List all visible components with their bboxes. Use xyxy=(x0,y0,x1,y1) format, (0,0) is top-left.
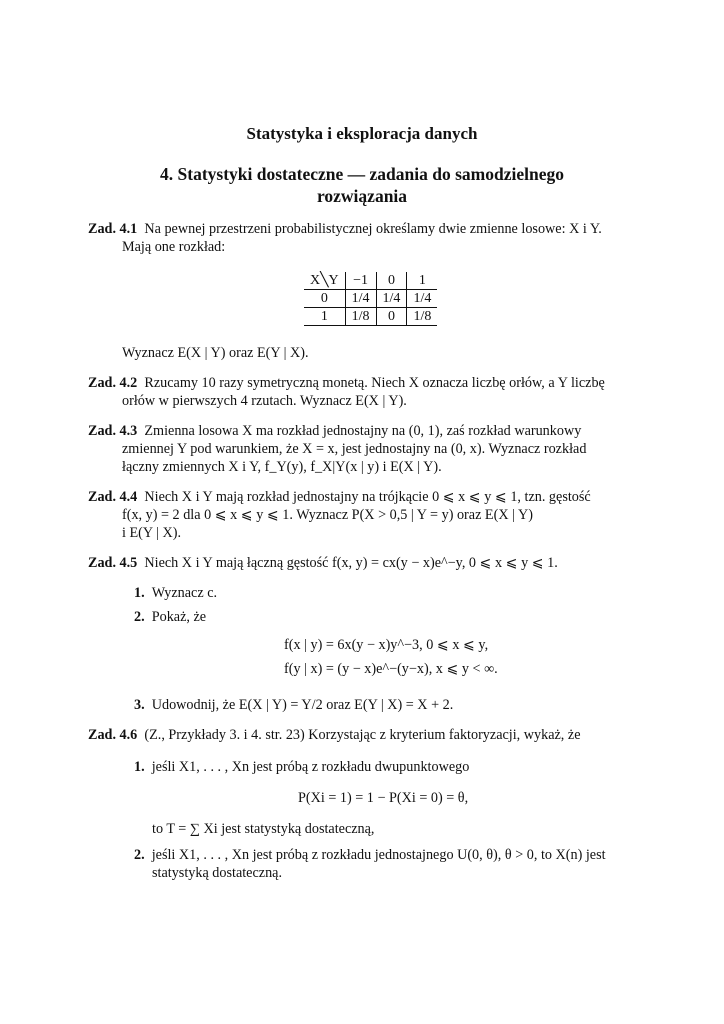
exercise-4-1-line1 xyxy=(88,220,602,238)
exercise-4-1-task: Wyznacz E(X | Y) oraz E(Y | X). xyxy=(122,345,309,361)
item-text: Wyznacz c. xyxy=(151,585,218,601)
exercise-4-2-line2: orłów w pierwszych 4 rzutach. Wyznacz E(X | Y). xyxy=(122,393,407,409)
exercise-4-2-label: Zad. 4.2 xyxy=(88,375,138,391)
exercise-4-4-line3: i E(Y | X). xyxy=(122,525,182,541)
table-header-row xyxy=(304,272,437,290)
exercise-4-6-item2 xyxy=(134,846,606,864)
exercise-4-5-item3 xyxy=(134,696,453,714)
item-text: jeśli X1, . . . , Xn jest próbą z rozkładu dwupunktowego xyxy=(151,759,470,775)
equation-conditional-y: f(y | x) = (y − x)e^−(y−x), x ⩽ y < ∞. xyxy=(284,661,498,677)
table-cell: 1/8 xyxy=(345,308,376,326)
exercise-4-4-line2: f(x, y) = 2 dla 0 ⩽ x ⩽ y ⩽ 1. Wyznacz P(X > 0,5 | Y = y) oraz E(X | Y) xyxy=(122,507,533,523)
item-number: 2. xyxy=(134,609,145,625)
exercise-4-4-text-1: Niech X i Y mają rozkład jednostajny na trójkącie 0 ⩽ x ⩽ y ⩽ 1, tzn. gęstość xyxy=(144,489,591,505)
item-number: 2. xyxy=(134,847,145,863)
section-title-line1: 4. Statystyki dostateczne — zadania do samodzielnego xyxy=(160,164,564,184)
exercise-4-3-line2: zmiennej Y pod warunkiem, że X = x, jest jednostajny na (0, x). Wyznacz rozkład xyxy=(122,441,587,457)
table-col-header: −1 xyxy=(345,272,376,290)
exercise-4-5-text-1: Niech X i Y mają łączną gęstość f(x, y) = cx(y − x)e^−y, 0 ⩽ x ⩽ y ⩽ 1. xyxy=(144,555,558,571)
item-number: 1. xyxy=(134,759,145,775)
exercise-4-6-text-1: (Z., Przykłady 3. i 4. str. 23) Korzystając z kryterium faktoryzacji, wykaż, że xyxy=(144,727,581,743)
table-col-header: 1 xyxy=(407,272,437,290)
exercise-4-1-label: Zad. 4.1 xyxy=(88,221,138,237)
item-text: Udowodnij, że E(X | Y) = Y/2 oraz E(Y | X) = X + 2. xyxy=(151,697,454,713)
exercise-4-2-text-1: Rzucamy 10 razy symetryczną monetą. Niech X oznacza liczbę orłów, a Y liczbę xyxy=(144,375,605,391)
exercise-4-3-line3: łączny zmiennych X i Y, f_Y(y), f_X|Y(x | y) i E(X | Y). xyxy=(122,459,442,475)
exercise-4-4-line1 xyxy=(88,488,591,506)
item-text: Pokaż, że xyxy=(151,609,207,625)
equation-two-point: P(Xi = 1) = 1 − P(Xi = 0) = θ, xyxy=(298,790,469,806)
distribution-table xyxy=(304,272,437,326)
item-number: 1. xyxy=(134,585,145,601)
item-text: jeśli X1, . . . , Xn jest próbą z rozkładu jednostajnego U(0, θ), θ > 0, to X(n) jest xyxy=(151,847,606,863)
exercise-4-6-item1 xyxy=(134,758,469,776)
table-row xyxy=(304,308,437,326)
exercise-4-5-line1 xyxy=(88,554,558,572)
table-row-header: 0 xyxy=(304,290,345,308)
exercise-4-3-line1 xyxy=(88,422,581,440)
section-title-line2: rozwiązania xyxy=(316,186,408,206)
exercise-4-2-line1 xyxy=(88,374,605,392)
exercise-4-5-item2 xyxy=(134,608,206,626)
exercise-4-5-label: Zad. 4.5 xyxy=(88,555,138,571)
table-corner: X╲Y xyxy=(304,272,345,290)
exercise-4-6-line1 xyxy=(88,726,581,744)
exercise-4-4-label: Zad. 4.4 xyxy=(88,489,138,505)
table-cell: 1/4 xyxy=(345,290,376,308)
exercise-4-5-item1 xyxy=(134,584,217,602)
exercise-4-6-item2-line2: statystyką dostateczną. xyxy=(152,865,283,881)
exercise-4-3-text-1: Zmienna losowa X ma rozkład jednostajny na (0, 1), zaś rozkład warunkowy xyxy=(144,423,582,439)
table-row-header: 1 xyxy=(304,308,345,326)
exercise-4-6-item1-conclusion: to T = ∑ Xi jest statystyką dostateczną, xyxy=(152,821,375,837)
item-number: 3. xyxy=(134,697,145,713)
table-cell: 1/4 xyxy=(376,290,407,308)
exercise-4-1-text-1: Na pewnej przestrzeni probabilistycznej określamy dwie zmienne losowe: X i Y. xyxy=(144,221,602,237)
exercise-4-6-label: Zad. 4.6 xyxy=(88,727,138,743)
table-cell: 1/4 xyxy=(407,290,437,308)
table-row xyxy=(304,290,437,308)
exercise-4-1-line2: Mają one rozkład: xyxy=(122,239,226,255)
table-cell: 0 xyxy=(376,308,407,326)
equation-conditional-x: f(x | y) = 6x(y − x)y^−3, 0 ⩽ x ⩽ y, xyxy=(284,637,489,653)
table-cell: 1/8 xyxy=(407,308,437,326)
exercise-4-3-label: Zad. 4.3 xyxy=(88,423,138,439)
table-col-header: 0 xyxy=(376,272,407,290)
document-title: Statystyka i eksploracja danych xyxy=(246,124,478,143)
